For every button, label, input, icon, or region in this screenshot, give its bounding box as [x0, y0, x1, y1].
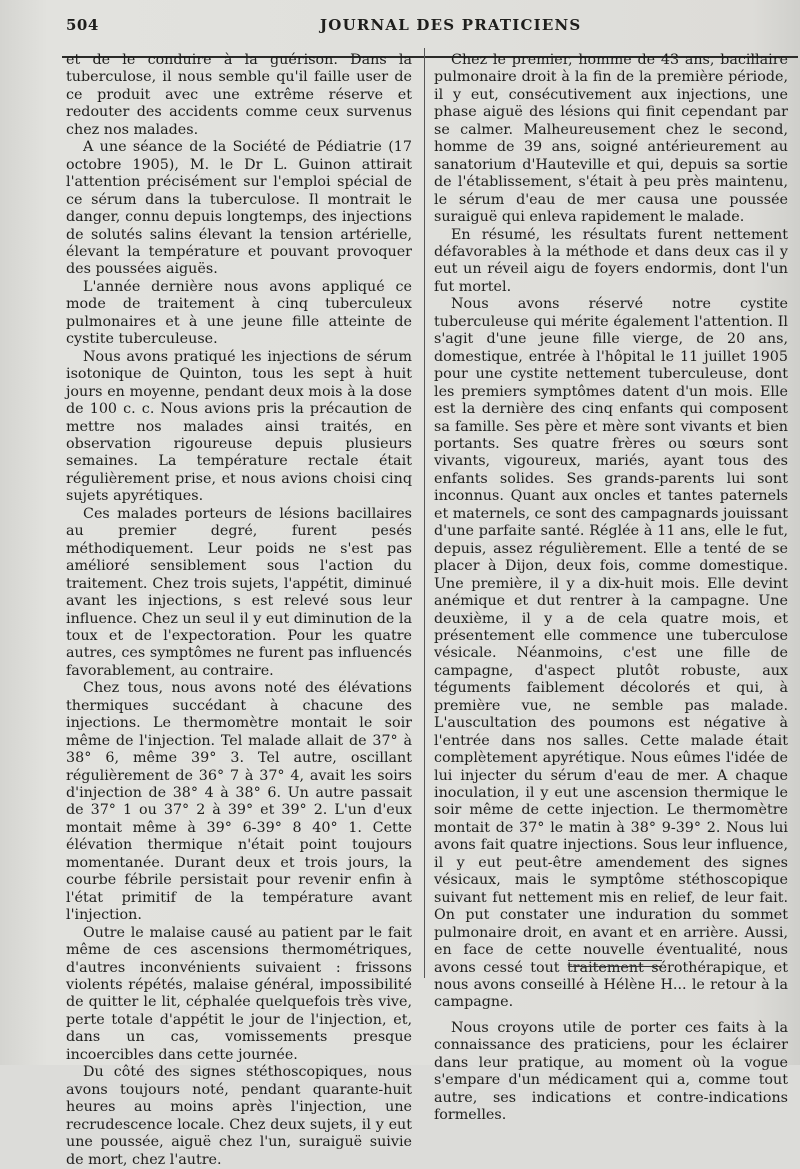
paragraph: Nous croyons utile de porter ces faits à la connaissance des praticiens, pour les éclairer dans leur pratique, au moment où la vogue s'empare d'un médicament qui a, comme tout autre, ses indications et contre-indications formelles. — [434, 1019, 788, 1124]
paragraph: L'année dernière nous avons appliqué ce mode de traitement à cinq tuberculeux pulmonaires et à une jeune fille atteinte de cystite tuberculeuse. — [66, 278, 412, 348]
paragraph: Nous avons réservé notre cystite tuberculeuse qui mérite également l'attention. Il s'agit d'une jeune fille vierge, de 20 ans, domestique, entrée à l'hôpital le 11 juillet 1905 pour une cystite nettement tuberculeuse, dont les premiers symptômes datent d'un mois. Elle est la dernière des cinq enfants qui composent sa famille. Ses père et mère sont vivants et bien portants. Ses quatre frères ou sœurs sont vivants, vigoureux, mariés, ayant tous des enfants solides. Ses grands-parents lui sont inconnus. Quant aux oncles et tantes paternels et maternels, ce sont des campagnards jouissant d'une parfaite santé. Réglée à 11 ans, elle le fut, depuis, assez régulièrement. Elle a tenté de se placer à Dijon, deux fois, comme domestique. Une première, il y a dix-huit mois. Elle devint anémique et dut rentrer à la campagne. Une deuxième, il y a de cela quatre mois, et présentement elle commence une tuberculose vésicale. Néanmoins, c'est une fille de campagne, d'aspect plutôt robuste, aux téguments faiblement décolorés et qui, à première vue, ne semble pas malade. L'auscultation des poumons est négative à l'entrée dans nos salles. Cette malade était complètement apyrétique. Nous eûmes l'idée de lui injecter du sérum d'eau de mer. A chaque inoculation, il y eut une ascension thermique le soir même de cette injection. Le thermomètre montait de 37° le matin à 38° 9-39° 2. Nous lui avons fait quatre injections. Sous leur influence, il y eut peut-être amendement des signes vésicaux, mais le symptôme stéthoscopique suivant fut nettement mis en relief, de leur fait. On put constater une induration du sommet pulmonaire droit, en avant et en arrière. Aussi, en face de cette nouvelle éventualité, nous avons cessé tout traitement sérothérapique, et nous avons conseillé à Hélène H... le retour à la campagne. — [434, 296, 788, 1011]
paragraph: Outre le malaise causé au patient par le fait même de ces ascensions thermométriques, d'autres inconvénients suivaient : frissons violents répétés, malaise général, impossibilité de quitter le lit, céphalée quelquefois très vive, perte totale d'appétit le jour de l'injection, et, dans un cas, vomissements presque incoercibles dans cette journée. — [66, 924, 412, 1063]
paragraph: Chez tous, nous avons noté des élévations thermiques succédant à chacune des injections. Le thermomètre montait le soir même de l'injection. Tel malade allait de 37° à 38° 6, même 39° 3. Tel autre, oscillant régulièrement de 36° 7 à 37° 4, avait les soirs d'injection de 38° 4 à 38° 6. Un autre passait de 37° 1 ou 37° 2 à 39° et 39° 2. L'un d'eux montait même à 39° 6-39° 8 40° 1. Cette élévation thermique n'était point toujours momentanée. Durant deux et trois jours, la courbe fébrile persistait pour revenir enfin à l'état primitif de la température avant l'injection. — [66, 680, 412, 924]
end-rule — [568, 960, 662, 967]
paragraph: A une séance de la Société de Pédiatrie (17 octobre 1905), M. le Dr L. Guinon attirait l'attention précisément sur l'emploi spécial de ce sérum dans la tuberculose. Il montrait le danger, connu depuis longtemps, des injections de solutés salins élevant la tension artérielle, élevant la température et pouvant provoquer des poussées aiguës. — [66, 139, 412, 278]
page-header — [0, 14, 800, 44]
paragraph: Ces malades porteurs de lésions bacillaires au premier degré, furent pesés méthodiquement. Leur poids ne s'est pas amélioré sensiblement sous l'action du traitement. Chez trois sujets, l'appétit, diminué avant les injections, s est relevé sous leur influence. Chez un seul il y eut diminution de la toux et de l'expectoration. Pour les quatre autres, ces symptômes ne furent pas influencés favorablement, au contraire. — [66, 505, 412, 679]
page-number: 504 — [66, 16, 99, 34]
column-divider — [424, 48, 425, 978]
journal-title: JOURNAL DES PRATICIENS — [320, 16, 582, 34]
paragraph: Du côté des signes stéthoscopiques, nous avons toujours noté, pendant quarante-huit heures au moins après l'injection, une recrudescence locale. Chez deux sujets, il y eut une poussée, aiguë chez l'un, suraiguë suivie de mort, chez l'autre. — [66, 1064, 412, 1168]
paragraph: Chez le premier, homme de 43 ans, bacillaire pulmonaire droit à la fin de la première période, il y eut, consécutivement aux injections, une phase aiguë des lésions qui finit cependant par se calmer. Malheureusement chez le second, homme de 39 ans, soigné antérieurement au sanatorium d'Hauteville et qui, depuis sa sortie de l'établissement, s'était à peu près maintenu, le sérum d'eau de mer causa une poussée suraiguë qui enleva rapidement le malade. — [434, 52, 788, 226]
paragraph: Nous avons pratiqué les injections de sérum isotonique de Quinton, tous les sept à huit jours en moyenne, pendant deux mois à la dose de 100 c. c. Nous avions pris la précaution de mettre nos malades ainsi traités, en observation rigoureuse depuis plusieurs semaines. La température rectale était régulièrement prise, et nous avions choisi cinq sujets apyrétiques. — [66, 348, 412, 505]
paragraph: et de le conduire à la guérison. Dans la tuberculose, il nous semble qu'il faille user de ce produit avec une extrême réserve et redouter des accidents comme ceux survenus chez nos malades. — [66, 52, 412, 138]
paragraph: En résumé, les résultats furent nettement défavorables à la méthode et dans deux cas il y eut un réveil aigu de foyers endormis, dont l'un fut mortel. — [434, 226, 788, 295]
left-column — [66, 52, 412, 1169]
